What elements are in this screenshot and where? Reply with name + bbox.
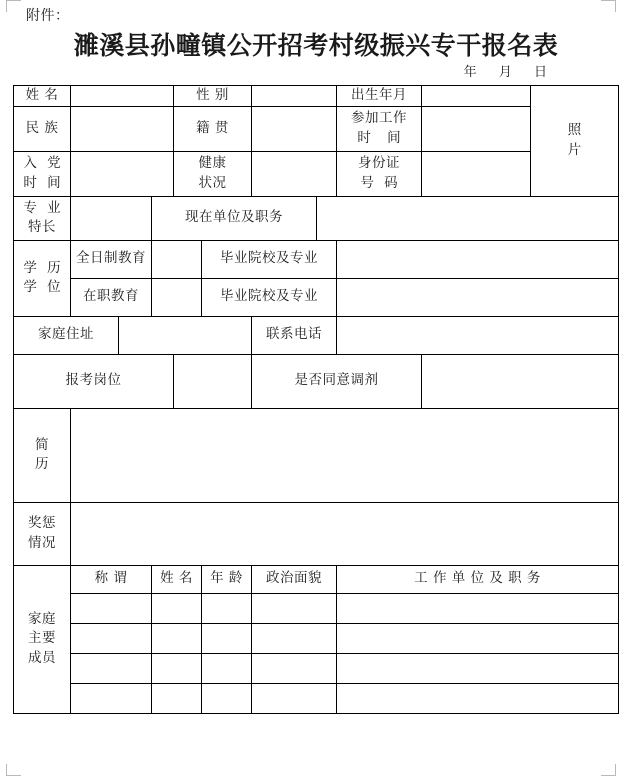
label-gender: 性 别 <box>174 86 252 107</box>
cell-work-unit-position[interactable] <box>337 653 619 683</box>
label-rewards-line1: 奖惩 <box>28 515 56 531</box>
label-native-place: 籍 贯 <box>174 106 252 151</box>
label-birth-date: 出生年月 <box>337 86 422 107</box>
photo-label-line2: 片 <box>567 141 582 158</box>
registration-form <box>13 85 618 714</box>
label-specialty <box>14 196 71 240</box>
field-school-major-fulltime[interactable] <box>337 240 619 278</box>
field-current-unit-position[interactable] <box>317 196 619 240</box>
label-name: 姓 名 <box>14 86 71 107</box>
label-degree <box>14 240 71 316</box>
table-row-education-inservice <box>14 278 619 316</box>
cell-political-status[interactable] <box>252 653 337 683</box>
label-resume <box>14 408 71 502</box>
crop-mark-bottom-right <box>601 764 616 776</box>
table-row-family-member <box>14 593 619 623</box>
label-rewards-line2: 情况 <box>28 534 56 551</box>
photo-placeholder[interactable] <box>531 86 619 197</box>
table-row-education-fulltime <box>14 240 619 278</box>
label-party-join-date <box>14 151 71 196</box>
label-school-major-fulltime: 毕业院校及专业 <box>202 240 337 278</box>
cell-name[interactable] <box>152 653 202 683</box>
field-specialty[interactable] <box>71 196 152 240</box>
cell-name[interactable] <box>152 683 202 713</box>
cell-relation[interactable] <box>71 653 152 683</box>
field-ethnicity[interactable] <box>71 106 174 151</box>
cell-relation[interactable] <box>71 683 152 713</box>
table-row-specialty <box>14 196 619 240</box>
label-applied-position: 报考岗位 <box>14 354 174 408</box>
date-year-label: 年 <box>463 65 477 80</box>
label-degree-line2: 学 位 <box>23 279 64 296</box>
cell-age[interactable] <box>202 593 252 623</box>
field-transfer-consent[interactable] <box>422 354 619 408</box>
field-fulltime-education[interactable] <box>152 240 202 278</box>
table-row-name <box>14 86 619 107</box>
label-specialty-line2: 特长 <box>28 219 56 236</box>
label-degree-line1: 学 历 <box>23 259 64 276</box>
label-resume-line2: 历 <box>35 456 49 473</box>
label-work-start-line2: 时 间 <box>357 129 407 146</box>
label-health-line2: 状况 <box>198 174 227 191</box>
label-transfer-consent: 是否同意调剂 <box>252 354 422 408</box>
field-home-address[interactable] <box>119 316 252 354</box>
cell-name[interactable] <box>152 623 202 653</box>
table-row-party-date <box>14 151 619 196</box>
attachment-label: 附件： <box>26 8 70 24</box>
label-specialty-line1: 专 业 <box>23 199 64 216</box>
table-row-family-member <box>14 623 619 653</box>
field-gender[interactable] <box>252 86 337 107</box>
page-title: 濉溪县孙疃镇公开招考村级振兴专干报名表 <box>73 31 559 60</box>
photo-label-line1: 照 <box>567 122 582 139</box>
label-id-line2: 号 码 <box>360 174 401 191</box>
column-header-age: 年 龄 <box>202 565 252 593</box>
label-fulltime-education: 全日制教育 <box>71 240 152 278</box>
label-family-line1: 家庭 <box>28 610 56 627</box>
cell-work-unit-position[interactable] <box>337 593 619 623</box>
table-row-applied-position <box>14 354 619 408</box>
label-rewards-penalties <box>14 502 71 565</box>
label-party-line1: 入 党 <box>23 155 64 171</box>
cell-political-status[interactable] <box>252 683 337 713</box>
date-month-label: 月 <box>498 65 512 80</box>
label-health-line1: 健康 <box>198 155 227 171</box>
label-party-line2: 时 间 <box>23 174 64 191</box>
cell-age[interactable] <box>202 653 252 683</box>
label-work-start-line1: 参加工作 <box>351 110 408 126</box>
field-birth-date[interactable] <box>422 86 531 107</box>
field-id-number[interactable] <box>422 151 531 196</box>
label-family-line2: 主要 <box>28 630 56 647</box>
field-name[interactable] <box>71 86 174 107</box>
form-table <box>13 85 619 714</box>
label-ethnicity: 民 族 <box>14 106 71 151</box>
label-work-start-time <box>337 106 422 151</box>
cell-age[interactable] <box>202 623 252 653</box>
crop-mark-bottom-left <box>6 764 21 776</box>
crop-mark-top-left <box>6 0 21 12</box>
label-phone: 联系电话 <box>252 316 337 354</box>
crop-mark-top-right <box>601 0 616 12</box>
cell-political-status[interactable] <box>252 593 337 623</box>
field-health-status[interactable] <box>252 151 337 196</box>
table-row-family-header <box>14 565 619 593</box>
cell-relation[interactable] <box>71 623 152 653</box>
field-applied-position[interactable] <box>174 354 252 408</box>
label-family-members <box>14 565 71 713</box>
column-header-work-unit-position: 工 作 单 位 及 职 务 <box>337 565 619 593</box>
field-school-major-inservice[interactable] <box>337 278 619 316</box>
label-id-line1: 身份证 <box>358 155 401 171</box>
table-row-family-member <box>14 683 619 713</box>
column-header-name: 姓 名 <box>152 565 202 593</box>
label-school-major-inservice: 毕业院校及专业 <box>202 278 337 316</box>
label-id-number <box>337 151 422 196</box>
cell-age[interactable] <box>202 683 252 713</box>
table-row-resume <box>14 408 619 502</box>
cell-work-unit-position[interactable] <box>337 683 619 713</box>
field-native-place[interactable] <box>252 106 337 151</box>
cell-work-unit-position[interactable] <box>337 623 619 653</box>
label-resume-line1: 简 <box>35 436 49 453</box>
table-row-family-member <box>14 653 619 683</box>
field-rewards-penalties[interactable] <box>71 502 619 565</box>
label-home-address: 家庭住址 <box>14 316 119 354</box>
cell-relation[interactable] <box>71 593 152 623</box>
label-current-unit-position: 现在单位及职务 <box>152 196 317 240</box>
table-row-rewards-penalties <box>14 502 619 565</box>
column-header-relation: 称 谓 <box>71 565 152 593</box>
label-inservice-education: 在职教育 <box>71 278 152 316</box>
table-row-address <box>14 316 619 354</box>
label-health-status <box>174 151 252 196</box>
field-resume[interactable] <box>71 408 619 502</box>
date-day-label: 日 <box>533 65 547 80</box>
label-family-line3: 成员 <box>28 649 56 666</box>
field-phone[interactable] <box>337 316 619 354</box>
field-party-join-date[interactable] <box>71 151 174 196</box>
cell-name[interactable] <box>152 593 202 623</box>
field-inservice-education[interactable] <box>152 278 202 316</box>
field-work-start-time[interactable] <box>422 106 531 151</box>
table-row-ethnicity <box>14 106 619 151</box>
date-line <box>455 61 556 80</box>
cell-political-status[interactable] <box>252 623 337 653</box>
column-header-political-status: 政治面貌 <box>252 565 337 593</box>
